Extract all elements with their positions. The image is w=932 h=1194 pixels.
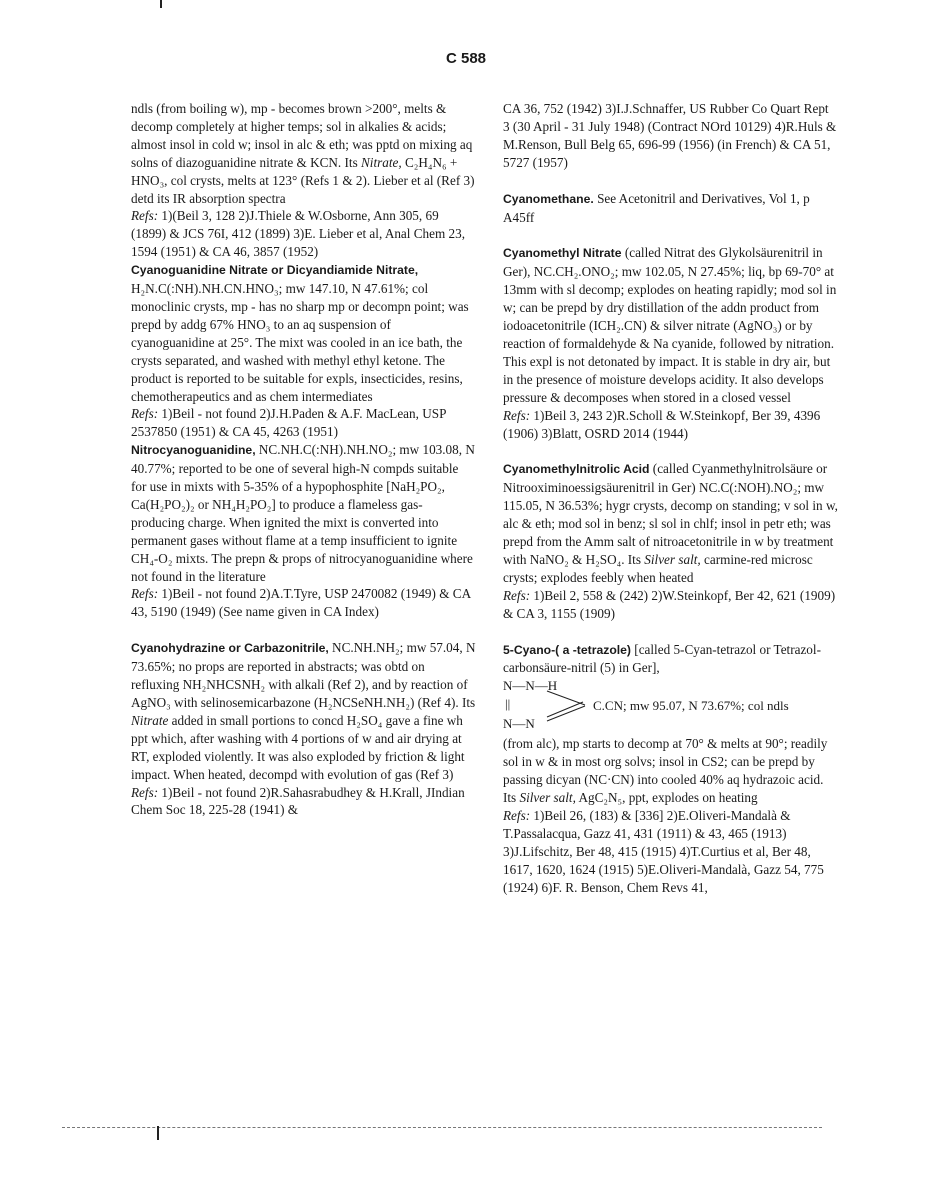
structure-bottom-row: N—N: [503, 716, 535, 732]
cyanoguanidine-continuation: ndls (from boiling w), mp - becomes brown >200°, melts & decomp completely at higher temps; sol in alkalies & acids; almost insol in cold w; insol in alc & eth; was pptd on mixing aq solns of diazoguanidine nitrate & KCN. Its Nitrate, C₂H₄N₆ + HNO₃, col crysts, melts at 123° (Refs 1 & 2). Lieber et al (Ref 3) detd its IR absorption spectra: [131, 101, 475, 206]
structure-formula: C.CN; mw 95.07, N 73.67%; col ndls: [593, 698, 789, 714]
entry-cyanomethylnitrolic-acid: Cyanomethylnitrolic Acid (called Cyanmethylnitrolsäure or Nitrooximinoessigsäurenitril in Ger) NC.C(:NOH).NO₂; mw 115.05, N 36.53%; hygr crysts, decomp on standing; v sol in w, alc & eth; mod sol in benz; sl sol in chlf; insol in petr eth; was prepd from the Amm salt of nitroacetonitrile in w by treatment with NaNO₂ & H₂SO₄. Its Silver salt, carmine-red microsc crysts; explodes feebly when heated: [503, 461, 838, 585]
structure-top-row: N—N—H: [503, 678, 558, 694]
right-column: [503, 100, 838, 897]
entry-nitrocyanoguanidine: Nitrocyanoguanidine, NC.NH.C(:NH).NH.NO₂; mw 103.08, N 40.77%; reported to be one of several high-N compds suitable for use in mixts with 5-35% of a hypophosphite [NaH₂PO₂, Ca(H₂PO₂)₂ or NH₄H₂PO₂] to produce a flameless gas-producing charge. When ignited the mixt is converted into permanent gases without flame at a temp insufficient to ignite CH₄-O₂ mixts. The prepn & props of nitrocyanoguanidine where not found in the literature: [131, 442, 475, 584]
entry-cyanohydrazine: Cyanohydrazine or Carbazonitrile, NC.NH.NH₂; mw 57.04, N 73.65%; no props are reported in abstracts; was obtd on refluxing NH₂NHCSNH₂ with alkali (Ref 2), and by reaction of AgNO₃ with selinosemicarbazone (H₂NCSeNH.NH₂) (Ref 4). Its Nitrate added in small portions to concd H₂SO₄ gave a fine wh ppt which, after washing with 4 portions of w and air drying at RT, exploded violently. It was also exploded by friction & light impact. When heated, decompd with evolution of gas (Ref 3): [131, 640, 476, 782]
entry-heading: Nitrocyanoguanidine,: [131, 443, 256, 458]
top-margin-tick: [160, 0, 162, 8]
entry-heading: Cyanoguanidine Nitrate or Dicyandiamide Nitrate,: [131, 263, 419, 278]
tetrazole-structure: [503, 677, 838, 735]
entry-cyanomethane: Cyanomethane. See Acetonitril and Derivatives, Vol 1, p A45ff: [503, 190, 810, 225]
refs-block: Refs: 1)Beil 2, 558 & (242) 2)W.Steinkopf, Ber 42, 621 (1909) & CA 3, 1155 (1909): [503, 587, 836, 621]
entry-heading: Cyanomethane.: [503, 191, 594, 206]
refs-continuation: CA 36, 752 (1942) 3)I.J.Schnaffer, US Rubber Co Quart Rept 3 (30 April - 31 July 1948) (Contract NOrd 10129) 4)R.Huls & M.Renson, Bull Belg 65, 696-99 (1956) (in French) & CA 51, 5727 (1957): [503, 101, 837, 170]
bottom-rule: [62, 1127, 822, 1128]
refs-block: Refs: 1)Beil - not found 2)J.H.Paden & A.F. MacLean, USP 2537850 (1951) & CA 45, 4263 (1951): [131, 406, 446, 440]
cyanotetrazole-body: (from alc), mp starts to decomp at 70° & melts at 90°; readily sol in w & in most org solvs; insol in CS2; can be prepd by passing dicyan (NC·CN) into cooled 40% aq hydrazoic acid. Its Silver salt, AgC₂N₅, ppt, explodes on heating: [503, 736, 828, 806]
refs-block: Refs: 1)Beil - not found 2)R.Sahasrabudhey & H.Krall, JIndian Chem Soc 18, 225-28 (1941) &: [131, 784, 465, 818]
structure-double-bond: ||: [505, 696, 511, 712]
refs-block: Refs: 1)(Beil 3, 128 2)J.Thiele & W.Osborne, Ann 305, 69 (1899) & JCS 76I, 412 (1899) 3)E. Lieber et al, Anal Chem 23, 1594 (1951) & CA 46, 3857 (1952): [131, 208, 466, 260]
bottom-margin-tick: [157, 1126, 159, 1140]
entry-heading: Cyanohydrazine or Carbazonitrile,: [131, 641, 329, 656]
page-number: C 588: [445, 50, 487, 67]
entry-cyanoguanidine-nitrate: Cyanoguanidine Nitrate or Dicyandiamide Nitrate, H₂N.C(:NH).NH.CN.HNO₃; mw 147.10, N 47.61%; col monoclinic crysts, mp - has no sharp mp or decompn point; was prepd by addg 67% HNO₃ to an aq suspension of cyanoguanidine at 25°. The mixt was cooled in an ice bath, the crysts separated, and washed with methyl ethyl ketone. The product is reported to be suitable for expls, insecticides, resins, chemotherapeutics and as chem intermediates: [131, 263, 469, 404]
entry-heading: 5-Cyano-( a -tetrazole): [503, 642, 631, 657]
refs-block: Refs: 1)Beil 3, 243 2)R.Scholl & W.Steinkopf, Ber 39, 4396 (1906) 3)Blatt, OSRD 2014 (1944): [503, 407, 821, 441]
entry-heading: Cyanomethyl Nitrate: [503, 246, 622, 261]
left-column: [131, 100, 476, 819]
refs-block: Refs: 1)Beil 26, (183) & [336] 2)E.Oliveri-Mandalà & T.Passalacqua, Gazz 41, 431 (1911) & 43, 465 (1913) 3)J.Lifschitz, Ber 48, 415 (1915) 4)T.Curtius et al, Ber 48, 1617, 1620, 1624 (1915) 5)E.Oliveri-Mandalà, Gazz 54, 775 (1924) 6)F. R. Benson, Chem Revs 41,: [503, 808, 824, 895]
refs-block: Refs: 1)Beil - not found 2)A.T.Tyre, USP 2470082 (1949) & CA 43, 5190 (1949) (See name given in CA Index): [131, 586, 471, 620]
structure-ring-bonds: [545, 685, 591, 725]
entry-heading: Cyanomethylnitrolic Acid: [503, 462, 650, 477]
entry-cyanomethyl-nitrate: Cyanomethyl Nitrate (called Nitrat des Glykolsäurenitril in Ger), NC.CH₂.ONO₂; mw 102.05, N 27.45%; liq, bp 69-70° at 13mm with sl decomp; explodes on heating rapidly; mod sol in w; can be prepd by dry distillation of the addn product from iodoacetonitrile (ICH₂.CN) & silver nitrate (AgNO₃) or by reaction of formaldehyde & Na cyanide, followed by nitration. This expl is not detonated by impact. It is stable in dry air, but in the presence of moisture develops acidity. It also develops pressure & decomposes when stored in a closed vessel: [503, 245, 837, 405]
entry-cyanotetrazole: 5-Cyano-( a -tetrazole) [called 5-Cyan-tetrazol or Tetrazol-carbonsäure-nitril (5) in Ger],: [503, 641, 821, 676]
